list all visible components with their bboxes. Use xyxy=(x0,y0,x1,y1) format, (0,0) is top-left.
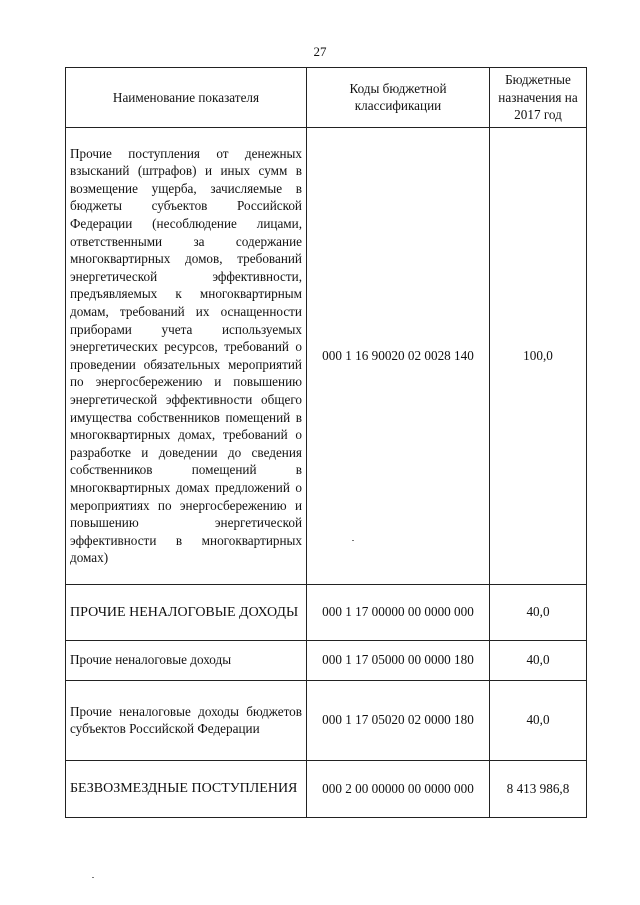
table-row xyxy=(66,584,587,640)
row-code: 000 1 17 05000 00 0000 180 xyxy=(307,640,490,680)
row-code: 000 1 17 00000 00 0000 000 xyxy=(307,584,490,640)
header-budget-allocation: Бюджетные назначения на 2017 год xyxy=(490,68,587,128)
row-amount: 40,0 xyxy=(490,584,587,640)
table-header-row xyxy=(66,68,587,128)
row-code: 000 1 16 90020 02 0028 140 xyxy=(307,127,490,584)
row-code: 000 2 00 00000 00 0000 000 xyxy=(307,760,490,817)
header-classification-codes: Коды бюджетной классификации xyxy=(307,68,490,128)
budget-table xyxy=(65,67,587,818)
scan-artifact xyxy=(352,540,354,541)
row-name: Прочие неналоговые доходы xyxy=(66,640,307,680)
row-amount: 8 413 986,8 xyxy=(490,760,587,817)
table-row xyxy=(66,760,587,817)
row-name: ПРОЧИЕ НЕНАЛОГОВЫЕ ДОХОДЫ xyxy=(66,584,307,640)
table-row xyxy=(66,640,587,680)
table-row xyxy=(66,680,587,760)
row-code: 000 1 17 05020 02 0000 180 xyxy=(307,680,490,760)
header-indicator-name: Наименование показателя xyxy=(66,68,307,128)
scan-artifact xyxy=(92,877,94,878)
row-name: БЕЗВОЗМЕЗДНЫЕ ПОСТУПЛЕНИЯ xyxy=(66,760,307,817)
row-name: Прочие поступления от денежных взысканий (штрафов) и иных сумм в возмещение ущерба, зачисляемые в бюджеты субъектов Российской Федерации (несоблюдение лицами, ответственными за содержание многоквартирных домов, требований энергетической эффективности, предъявляемых к многоквартирным домам, требований их оснащенности приборами учета используемых энергетических ресурсов, требований о проведении обязательных мероприятий по энергосбережению и повышению энергетической эффективности общего имущества собственников помещений в многоквартирных домах, требований о разработке и доведении до сведения собственников помещений в многоквартирных домах предложений о мероприятиях по энергосбережению и повышению энергетической эффективности в многоквартирных домах) xyxy=(66,127,307,584)
row-name: Прочие неналоговые доходы бюджетов субъектов Российской Федерации xyxy=(66,680,307,760)
table-row xyxy=(66,127,587,584)
page-number: 27 xyxy=(313,44,327,59)
row-amount: 40,0 xyxy=(490,680,587,760)
row-amount: 40,0 xyxy=(490,640,587,680)
row-amount: 100,0 xyxy=(490,127,587,584)
